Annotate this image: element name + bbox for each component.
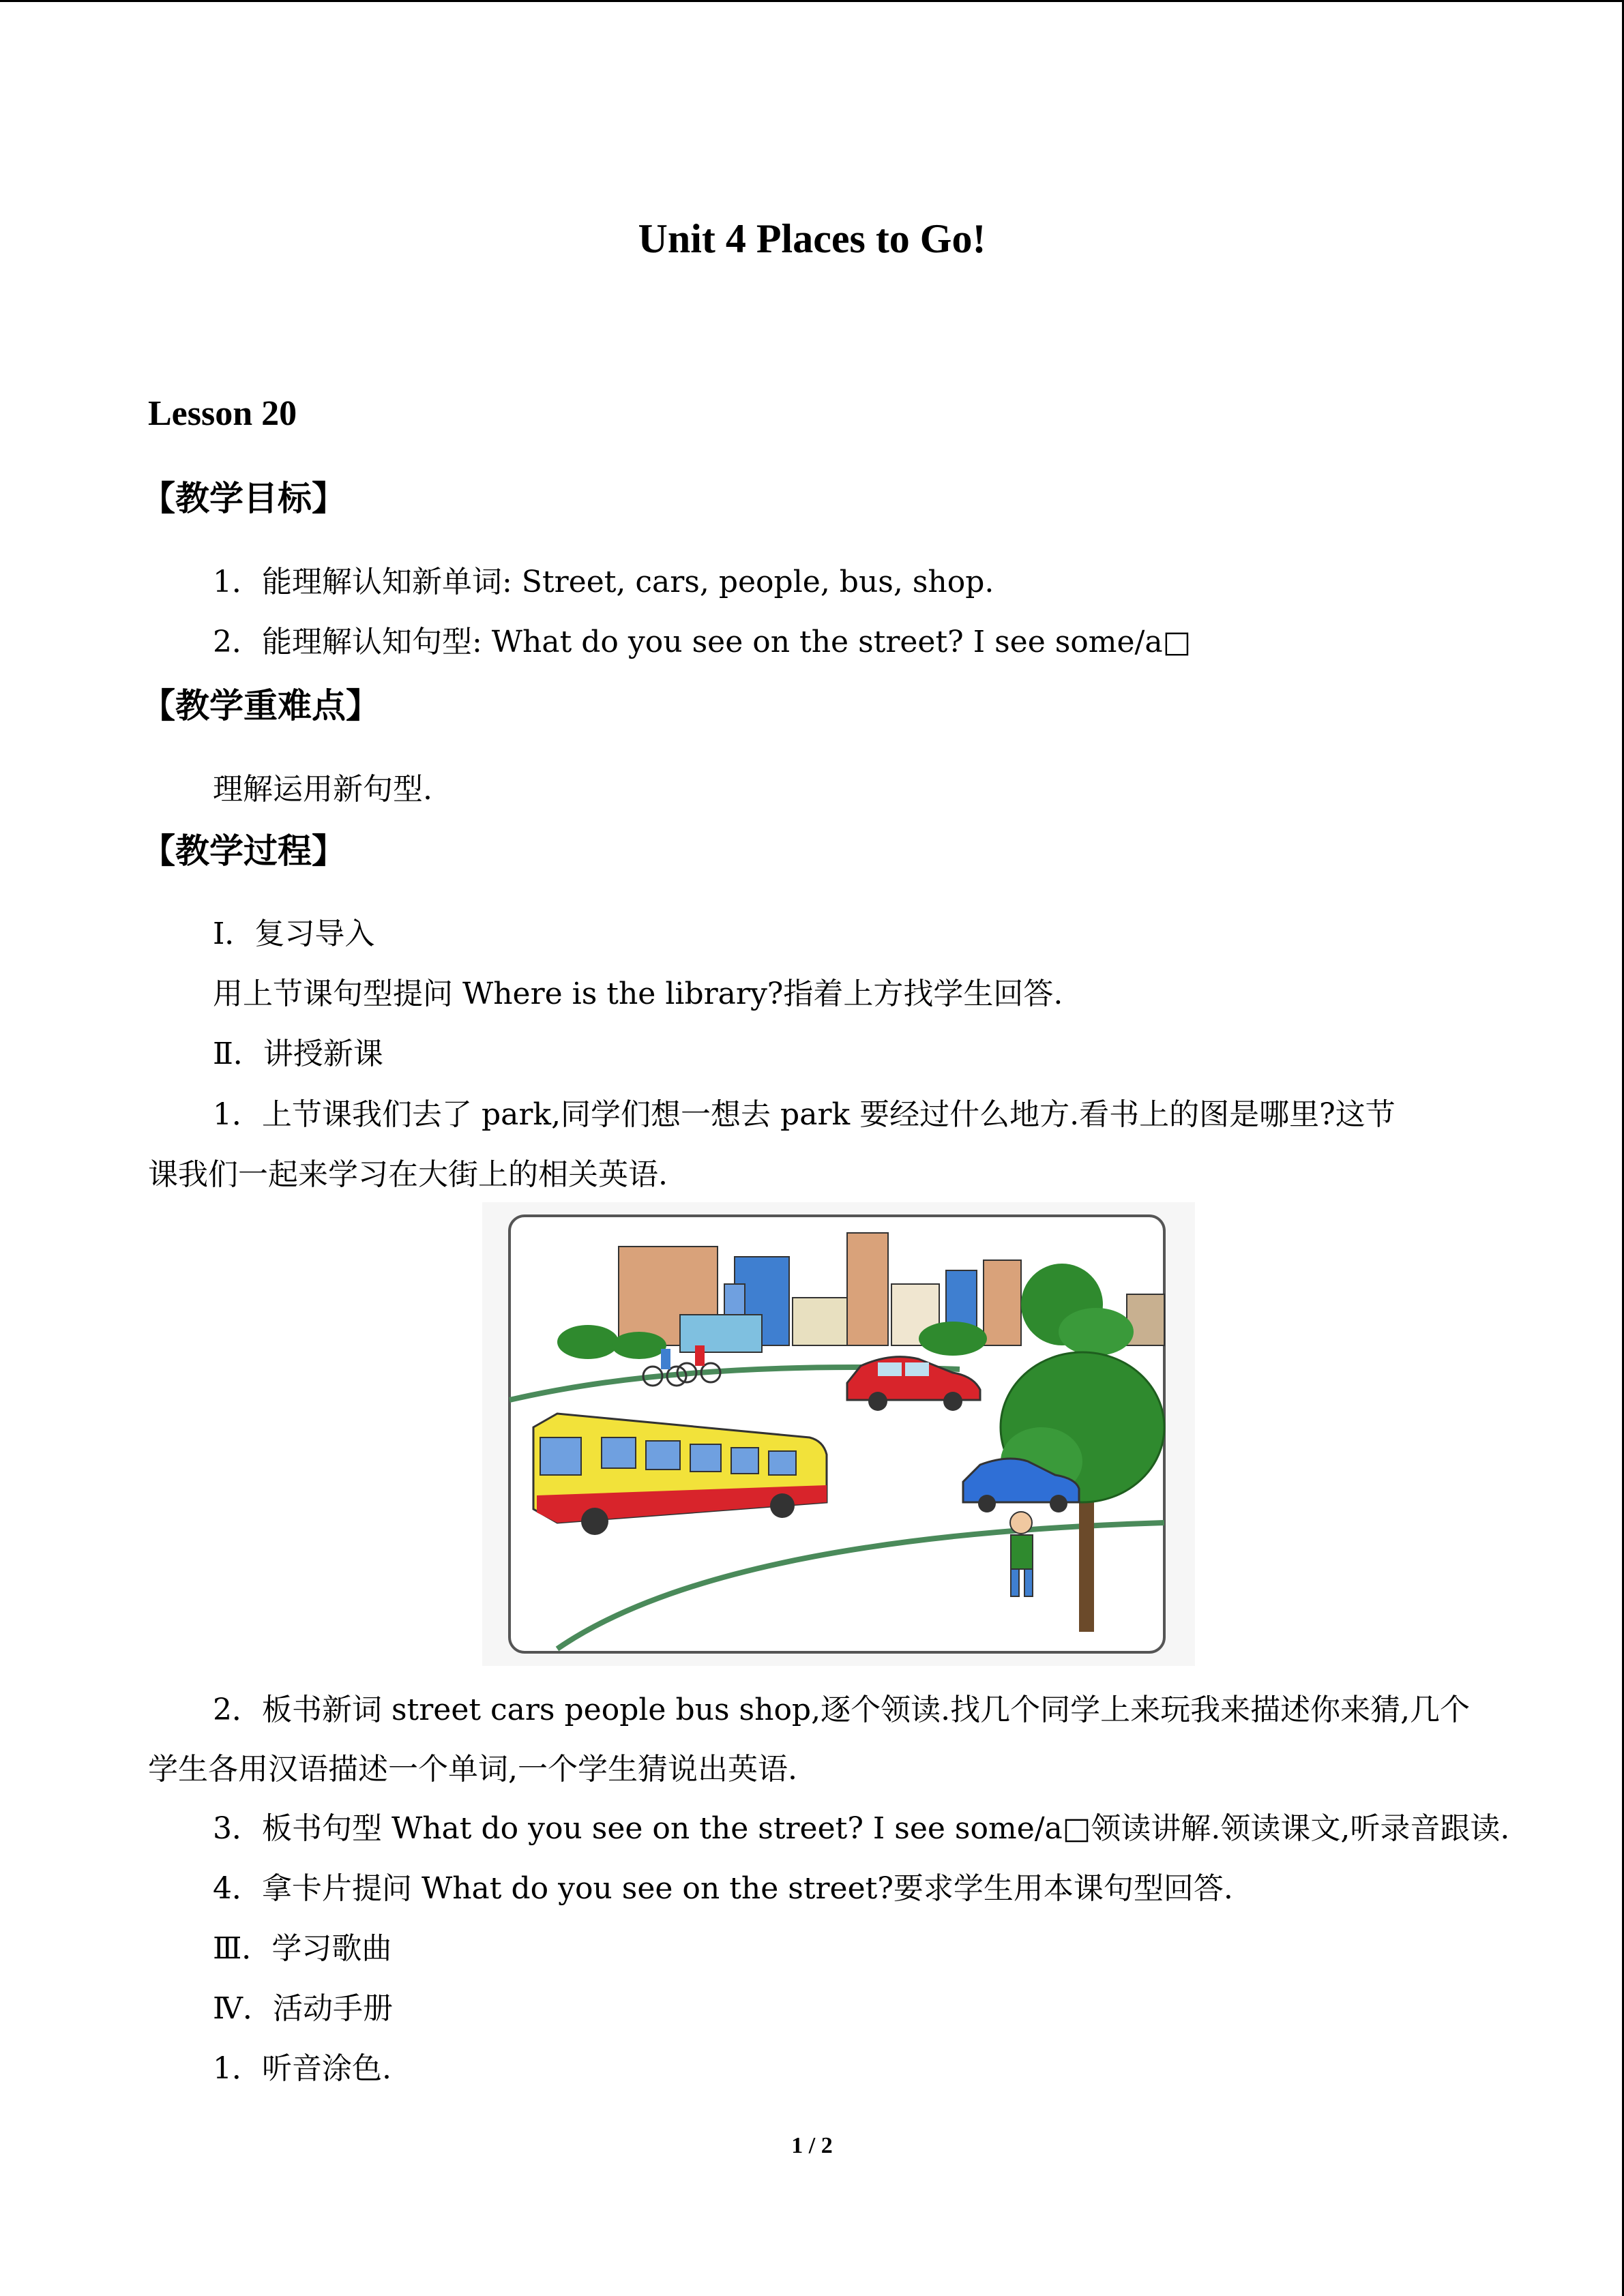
step-4-item-1: 1．听音涂色. xyxy=(213,2051,392,2086)
step-2-item-2-line-2: 学生各用汉语描述一个单词,一个学生猜说出英语. xyxy=(148,1752,797,1787)
objective-2: 2．能理解认知句型: What do you see on the street? I see some/a□ xyxy=(213,625,1192,659)
step-3-title: Ⅲ．学习歌曲 xyxy=(213,1931,392,1966)
step-2-item-1-line-2: 课我们一起来学习在大街上的相关英语. xyxy=(148,1157,668,1192)
step-2-item-4: 4．拿卡片提问 What do you see on the street?要求学生用本课句型回答. xyxy=(213,1871,1233,1906)
process-heading: 【教学过程】 xyxy=(141,831,346,871)
street-illustration xyxy=(482,1202,1195,1666)
top-border xyxy=(0,0,1624,2)
step-1-text: 用上节课句型提问 Where is the library?指着上方找学生回答. xyxy=(213,976,1063,1011)
step-2-title: Ⅱ．讲授新课 xyxy=(213,1037,383,1071)
step-2-item-2-line-1: 2．板书新词 street cars people bus shop,逐个领读.找几个同学上来玩我来描述你来猜,几个 xyxy=(213,1693,1471,1727)
page-number: 1 / 2 xyxy=(791,2133,833,2158)
step-2-item-1-line-1: 1．上节课我们去了 park,同学们想一想去 park 要经过什么地方.看书上的图是哪里?这节 xyxy=(213,1097,1396,1132)
lesson-heading: Lesson 20 xyxy=(148,394,297,433)
step-1-title: Ⅰ．复习导入 xyxy=(213,916,375,951)
step-2-item-3: 3．板书句型 What do you see on the street? I see some/a□领读讲解.领读课文,听录音跟读. xyxy=(213,1811,1510,1846)
objective-1: 1．能理解认知新单词: Street, cars, people, bus, shop. xyxy=(213,565,994,599)
step-4-title: Ⅳ．活动手册 xyxy=(213,1991,393,2026)
page-title: Unit 4 Places to Go! xyxy=(638,216,986,261)
objectives-heading: 【教学目标】 xyxy=(141,479,346,518)
keypoint-1: 理解运用新句型. xyxy=(213,772,432,807)
keypoints-heading: 【教学重难点】 xyxy=(141,686,380,726)
